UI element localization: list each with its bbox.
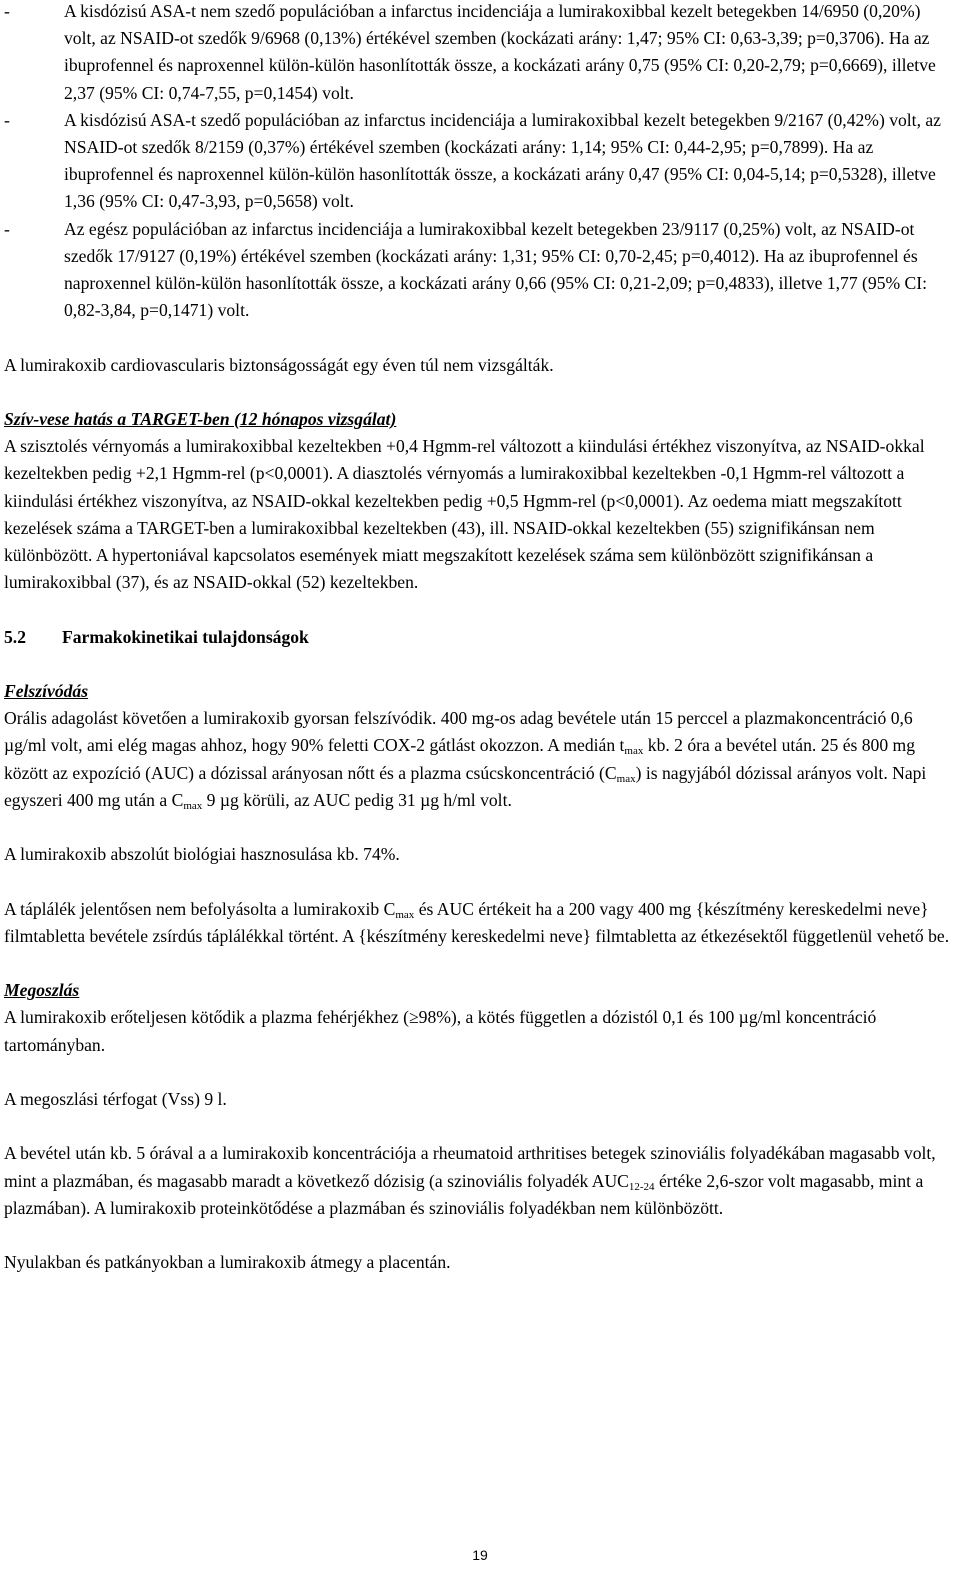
list-item-text-part: Ha az ibuprofennel és naproxennel külön-külön hasonlították össze, a kockázati arány 0,75 (95% CI: 0,20-2,79; p=0,6669), illetve 2,37 (95% CI: 0,74-7,55, p=0,1454) volt.	[64, 28, 936, 103]
subscript: 12-24	[628, 1180, 655, 1193]
section-title: Farmakokinetikai tulajdonságok	[62, 626, 309, 647]
safety-paragraph: A lumirakoxib cardiovascularis biztonságosságát egy éven túl nem vizsgálták.	[4, 354, 554, 375]
placenta-paragraph: Nyulakban és patkányokban a lumirakoxib átmegy a placentán.	[4, 1252, 451, 1273]
protein-binding-paragraph: A lumirakoxib erőteljesen kötődik a plazma fehérjékhez (≥98%), a kötés független a dózistól 0,1 és 100 µg/ml koncentráció tartományban.	[4, 1007, 877, 1055]
text-run: ) is nagyjából dózissal arányos volt. Napi egyszeri 400 mg után a C	[4, 762, 927, 810]
section-heading	[4, 624, 956, 651]
food-effect-paragraph	[4, 896, 956, 950]
list-item-text-part: Az egész populációban az infarctus incidenciája a lumirakoxibbal kezelt betegekben 23/9117 (0,25%) volt, az NSAID-ot szedők 17/9127 (0,19%) értékével szemben (kockázati arány: 1,31; 95% CI: 0,70-2,45; p=0,4012).	[64, 218, 915, 266]
list-item	[4, 216, 956, 325]
list-item-text	[64, 0, 956, 107]
text-run: kb. 2 óra a bevétel után. 25 és 800 mg között az expozíció (AUC) a dózissal arányosan nőtt és a plazma csúcskoncentráció (C	[4, 735, 916, 783]
bioavailability-paragraph: A lumirakoxib abszolút biológiai hasznosulása kb. 74%.	[4, 844, 400, 865]
volume-paragraph: A megoszlási térfogat (Vss) 9 l.	[4, 1089, 227, 1109]
list-dash: -	[4, 109, 10, 130]
subsection-heading-distribution: Megoszlás	[4, 980, 80, 1001]
subscript: max	[183, 799, 203, 812]
subscript: max	[395, 908, 415, 921]
synovial-paragraph	[4, 1140, 956, 1222]
renal-paragraph: A szisztolés vérnyomás a lumirakoxibbal kezeltekben +0,4 Hgmm-rel változott a kiindulási értékhez viszonyítva, az NSAID-okkal kezeltekben pedig +2,1 Hgmm-rel (p<0,0001). A diasztolés vérnyomás a lumirakoxibbal kezeltekben -0,1 Hgmm-rel változott a kiindulási értékhez viszonyítva, az NSAID-okkal kezeltekben pedig +0,5 Hgmm-rel (p<0,0001). Az oedema miatt megszakított kezelések száma a TARGET-ben a lumirakoxibbal kezeltekben (43), ill. NSAID-okkal kezeltekben (55) szignifikánsan nem különbözött. A hypertoniával kapcsolatos események miatt megszakított kezelések száma sem különbözött szignifikánsan a lumirakoxibbal (37), és az NSAID-okkal (52) kezeltekben.	[4, 436, 925, 593]
text-run: A táplálék jelentősen nem befolyásolta a lumirakoxib C	[4, 898, 396, 919]
subscript: max	[616, 772, 636, 785]
text-run: Orális adagolást követően a lumirakoxib gyorsan felszívódik. 400 mg-os adag bevétele után 15 perccel a plazmakoncentráció 0,6 µg/ml volt, ami elég magas ahhoz, hogy 90% feletti COX-2 gátlást okozzon. A medián t	[4, 708, 913, 756]
document-content	[4, 0, 956, 1276]
section-number: 5.2	[4, 626, 26, 647]
list-item-text-part: Ha az ibuprofennel és naproxennel külön-külön hasonlították össze, a kockázati arány 0,47 (95% CI: 0,04-5,14; p=0,5328), illetve 1,36 (95% CI: 0,47-3,93, p=0,5658) volt.	[64, 137, 936, 212]
list-dash: -	[4, 218, 10, 239]
text-run: és AUC értékeit ha a 200 vagy 400 mg {készítmény kereskedelmi neve} filmtabletta bevétele zsírdús táplálékkal történt. A {készítmény kereskedelmi neve} filmtabletta az étkezésektől függetlenül vehető be.	[4, 898, 950, 946]
subsection-heading-absorption: Felszívódás	[4, 681, 89, 702]
list-item-text-part: A kisdózisú ASA-t szedő populációban az infarctus incidenciája a lumirakoxibbal kezelt betegekben 9/2167 (0,42%) volt, az NSAID-ot szedők 8/2159 (0,37%) értékével szemben (kockázati arány: 1,14; 95% CI: 0,44-2,95; p=0,7899).	[64, 109, 941, 158]
page-number: 19	[472, 1547, 488, 1563]
text-run: A bevétel után kb. 5 órával a a lumirakoxib koncentrációja a rheumatoid arthritises betegek szinoviális folyadékában magasabb volt, mint a plazmában, és magasabb maradt a következő dózisig (a szinoviális folyadék AUC	[4, 1143, 936, 1191]
list-item-text	[64, 216, 956, 325]
list-dash: -	[4, 1, 10, 21]
list-item-text	[64, 107, 956, 216]
list-item	[4, 0, 956, 107]
text-run: értéke 2,6-szor volt magasabb, mint a plazmában). A lumirakoxib proteinkötődése a plazmában és szinoviális folyadékban nem különbözött.	[4, 1170, 924, 1218]
list-item-text-part: Ha az ibuprofennel és naproxennel külön-külön hasonlították össze, a kockázati arány 0,66 (95% CI: 0,21-2,09; p=0,4833), illetve 1,77 (95% CI: 0,82-3,84, p=0,1471) volt.	[64, 245, 928, 321]
subsection-heading-renal: Szív-vese hatás a TARGET-ben (12 hónapos vizsgálat)	[4, 409, 397, 430]
subscript: max	[624, 745, 644, 758]
text-run: 9 µg körüli, az AUC pedig 31 µg h/ml volt.	[202, 789, 512, 810]
list-item-text-part: A kisdózisú ASA-t nem szedő populációban a infarctus incidenciája a lumirakoxibbal kezelt betegekben 14/6950 (0,20%) volt, az NSAID-ot szedők 9/6968 (0,13%) értékével szemben (kockázati arány: 1,47; 95% CI: 0,63-3,39; p=0,3706).	[64, 1, 921, 49]
list-item	[4, 107, 956, 216]
absorption-paragraph	[4, 705, 956, 814]
